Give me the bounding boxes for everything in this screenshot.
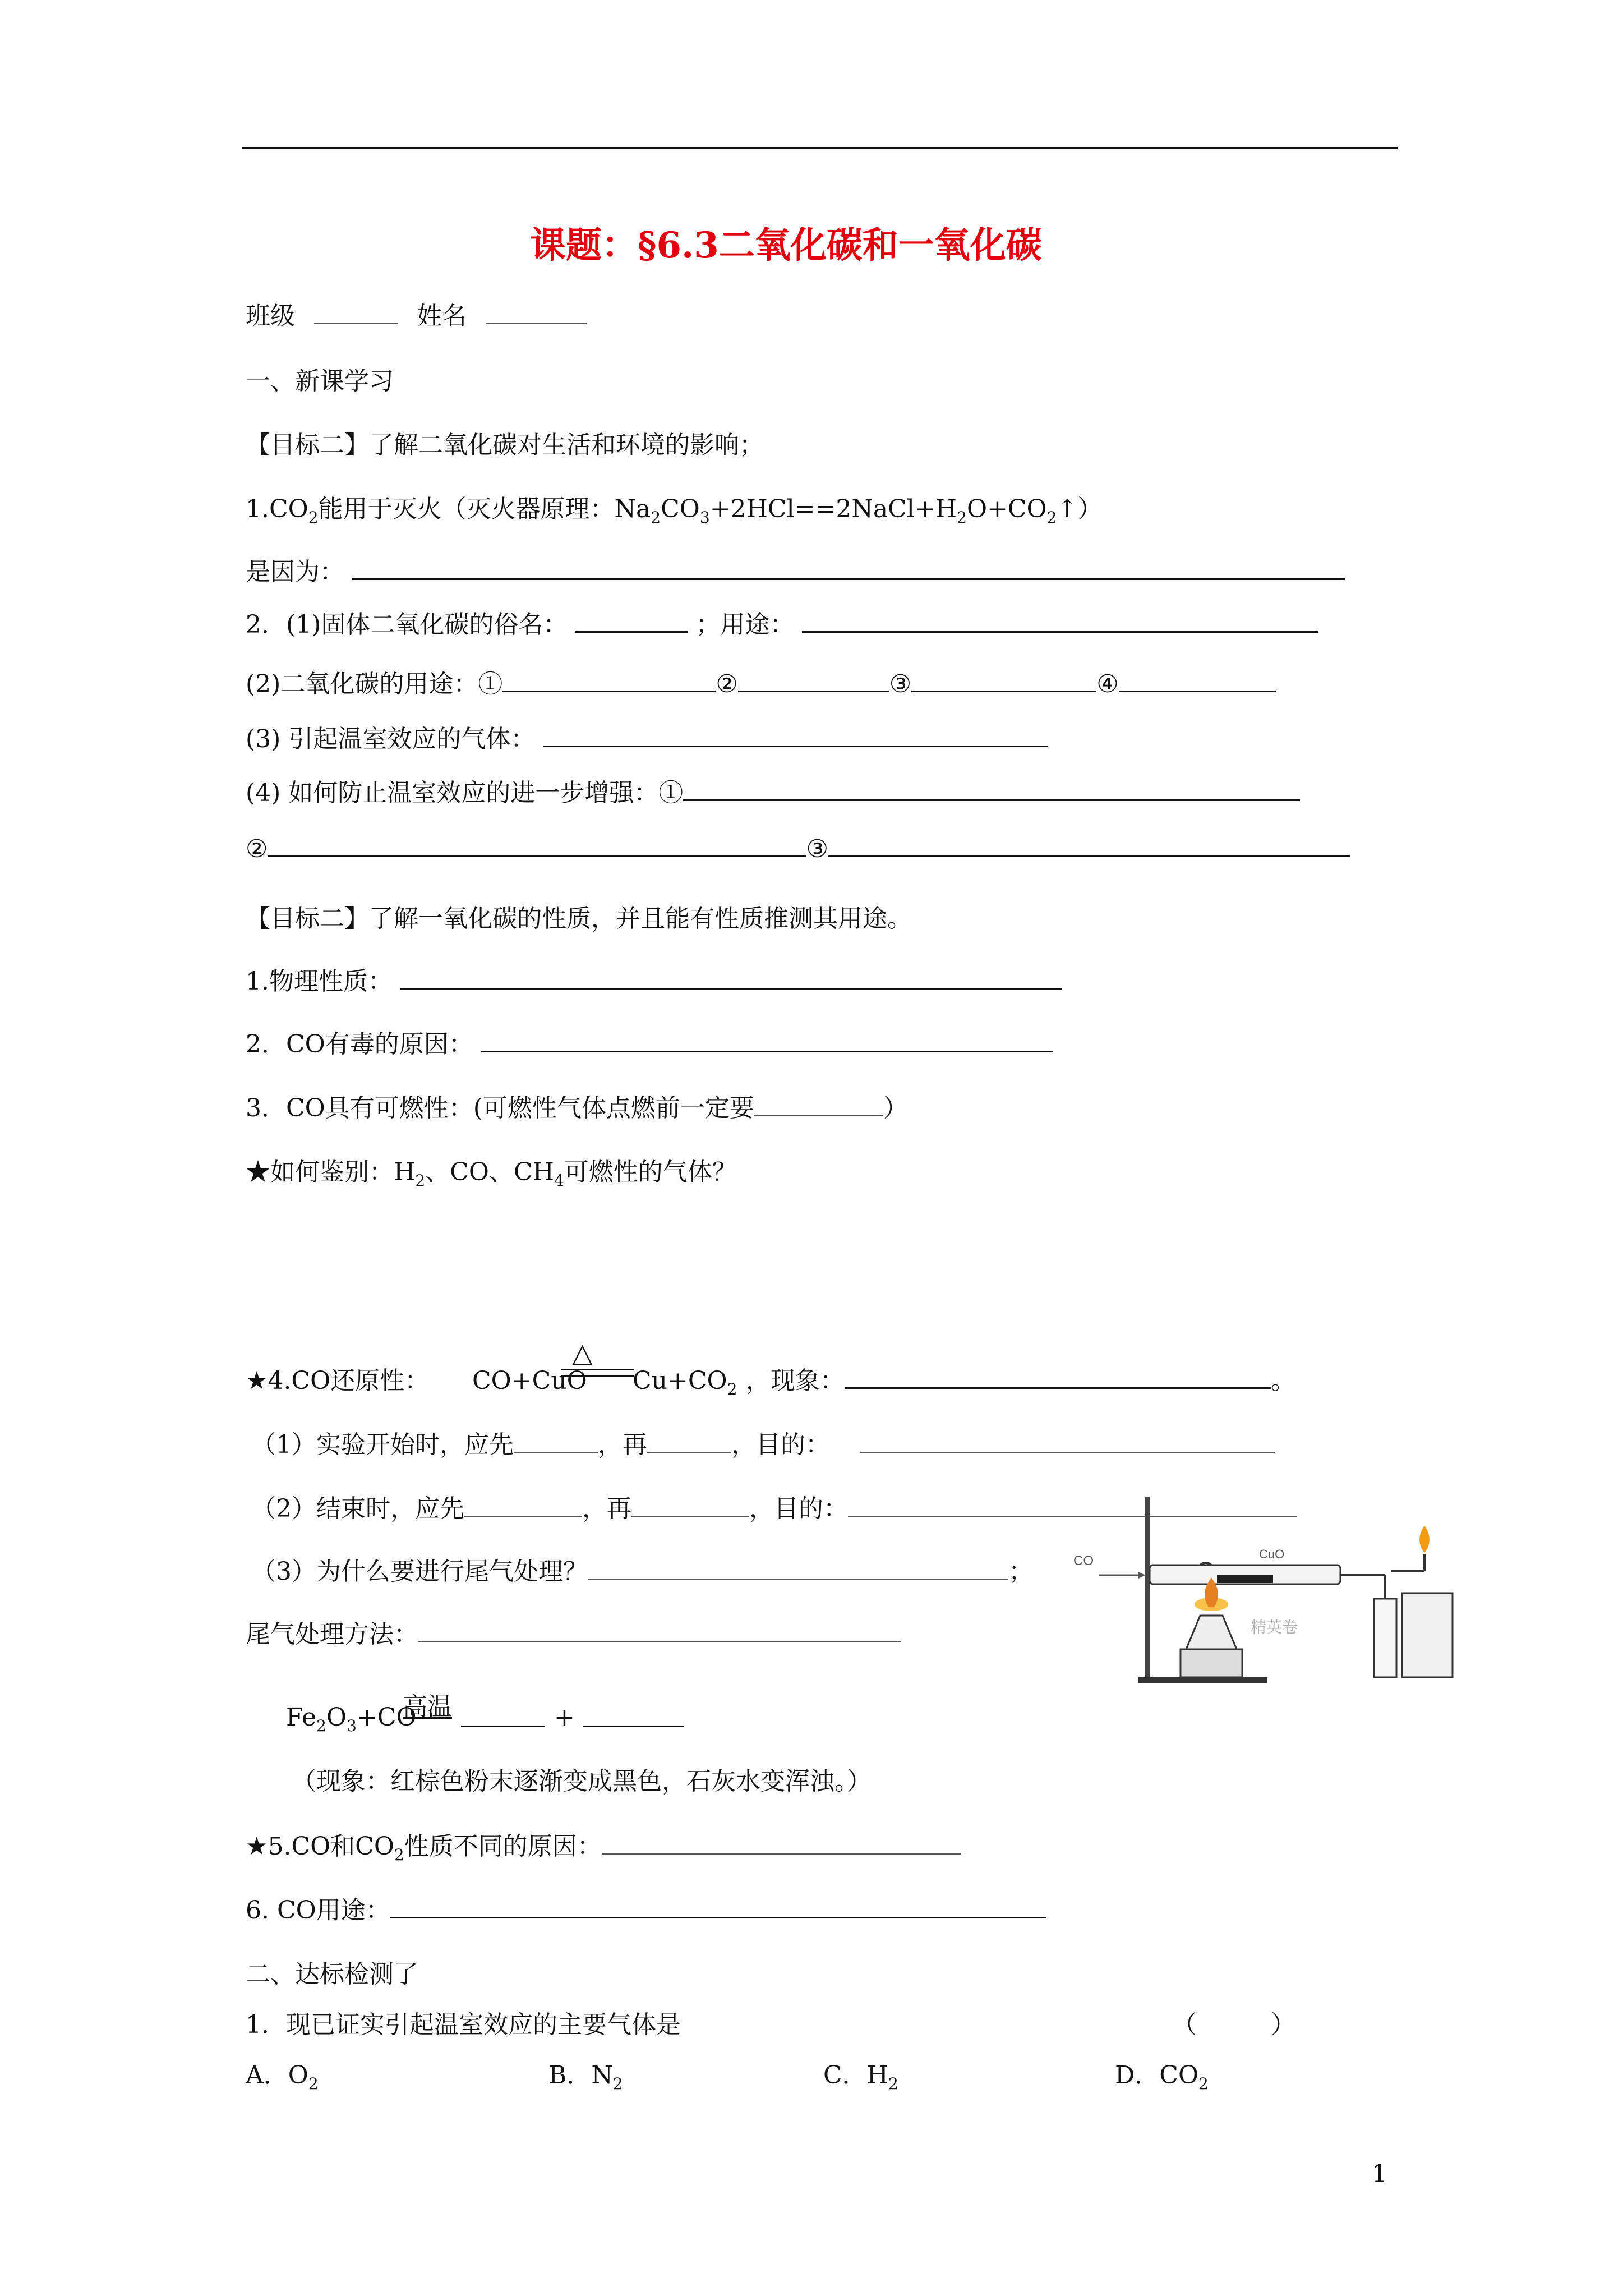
because-label: 是因为：	[246, 558, 344, 586]
circle-3: ③	[889, 670, 912, 698]
fe-observation: （现象：红棕色粉末逐渐变成黑色，石灰水变浑浊。）	[292, 1767, 872, 1796]
subscript: 2	[957, 508, 967, 527]
option-a[interactable]	[246, 2059, 319, 2101]
subscript: 2	[308, 2074, 319, 2093]
answer-blank[interactable]	[514, 1429, 598, 1453]
subscript: 2	[612, 2074, 623, 2093]
step2-text: （2）结束时，应先	[251, 1494, 464, 1523]
option-d[interactable]	[1115, 2059, 1209, 2101]
answer-blank[interactable]	[588, 1556, 1008, 1580]
tail-flame	[1419, 1526, 1430, 1553]
subscript: 2	[394, 1845, 404, 1864]
q1-text: CO	[661, 495, 700, 523]
identify-question	[246, 1156, 737, 1198]
answer-blank[interactable]	[602, 1831, 961, 1855]
q1-text: 1.CO	[246, 495, 308, 523]
period: 。	[1271, 1366, 1295, 1395]
question-2-3	[246, 723, 1048, 756]
subscript: 2	[308, 508, 319, 527]
answer-blank[interactable]	[911, 668, 1096, 692]
class-name-line	[246, 300, 587, 333]
co-reducing	[246, 1364, 429, 1398]
question-1	[246, 493, 1102, 535]
question-1-because	[246, 555, 1345, 589]
question-2-1	[246, 608, 1318, 642]
watermark-stamp: 精英卷	[1251, 1619, 1298, 1636]
answer-blank[interactable]	[1119, 668, 1276, 692]
fe-blank-1[interactable]	[461, 1726, 545, 1727]
co-inlet-label: CO	[1073, 1553, 1094, 1568]
alcohol-lamp	[1186, 1616, 1237, 1649]
subscript: 2	[1198, 2074, 1209, 2093]
tail-label: 尾气处理方法：	[246, 1620, 418, 1649]
subscript: 2	[888, 2074, 898, 2093]
q1-text: +2HCl==2NaCl+H	[709, 495, 957, 523]
question-2-4	[246, 776, 1300, 810]
step-3	[251, 1555, 1033, 1589]
fe-equation	[286, 1701, 417, 1743]
lamp-block	[1181, 1649, 1242, 1677]
subscript: 2	[727, 1379, 737, 1398]
q2-1-label: 2．(1)固体二氧化碳的俗名：	[246, 610, 568, 639]
fe-plus: +	[554, 1703, 575, 1732]
answer-blank[interactable]	[738, 668, 889, 692]
answer-blank[interactable]	[802, 609, 1318, 633]
answer-blank[interactable]	[575, 609, 688, 633]
tail-gas	[246, 1618, 901, 1651]
co2-label: 2．CO有毒的原因：	[246, 1030, 473, 1059]
q2-2-label: (2)二氧化碳的用途：①	[246, 670, 503, 698]
answer-blank[interactable]	[352, 556, 1345, 580]
co-flammable	[246, 1092, 908, 1125]
q1-text: 能用于灭火（灭火器原理：Na	[318, 495, 651, 523]
step1-text: ，再	[598, 1430, 647, 1459]
co3-close: ）	[883, 1094, 908, 1122]
answer-blank[interactable]	[754, 1093, 883, 1116]
circle-3: ③	[806, 835, 828, 863]
co4-label: ★4.CO还原性：	[246, 1366, 430, 1395]
q1-text: ↑）	[1057, 495, 1103, 523]
answer-blank[interactable]	[860, 1429, 1275, 1453]
answer-blank[interactable]	[418, 1619, 901, 1642]
eq-double-line	[561, 1369, 634, 1377]
circle-4: ④	[1096, 670, 1119, 698]
apparatus-diagram	[1066, 1487, 1458, 1694]
arrow-head	[1138, 1572, 1145, 1579]
co-reducing-phenomenon	[746, 1364, 1295, 1398]
option-text: B．N	[548, 2061, 613, 2090]
identify-text: 、CO、CH	[425, 1158, 554, 1186]
step-1	[251, 1428, 1275, 1462]
goal-1: 【目标二】了解二氧化碳对生活和环境的影响；	[246, 431, 764, 459]
stand-rod	[1145, 1497, 1150, 1677]
answer-blank[interactable]	[631, 1493, 749, 1517]
answer-blank[interactable]	[481, 1028, 1053, 1052]
star-5	[246, 1830, 961, 1872]
page-number: 1	[1372, 2160, 1387, 2188]
star5-text: ★5.CO和CO	[246, 1832, 394, 1861]
fe-blank-2[interactable]	[583, 1726, 684, 1727]
section-1-heading: 一、新课学习	[246, 367, 394, 395]
high-temp-label: 高温	[403, 1692, 452, 1721]
limewater-tube	[1374, 1599, 1396, 1677]
name-blank[interactable]	[486, 301, 587, 324]
answer-blank[interactable]	[464, 1493, 582, 1517]
section-2-heading: 二、达标检测了	[246, 1960, 418, 1989]
star5-text: 性质不同的原因：	[404, 1832, 602, 1861]
answer-blank[interactable]	[400, 965, 1062, 990]
class-label: 班级	[246, 302, 295, 330]
q2-1-usage-label: ；用途：	[695, 610, 795, 639]
heat-triangle: △	[572, 1337, 593, 1369]
subscript: 2	[415, 1171, 426, 1190]
option-text: C．H	[823, 2061, 889, 2090]
co3-label: 3．CO具有可燃性：(可燃性气体点燃前一定要	[246, 1094, 754, 1122]
step1-text: ，目的：	[731, 1430, 830, 1459]
answer-blank[interactable]	[390, 1894, 1046, 1918]
q2-3-label: (3) 引起温室效应的气体：	[246, 725, 536, 753]
cuo-powder	[1217, 1575, 1273, 1583]
header-rule	[242, 147, 1398, 149]
step2-text: ，再	[582, 1494, 631, 1523]
subscript: 2	[651, 508, 661, 527]
subscript: 4	[554, 1171, 564, 1190]
subscript: 2	[1046, 508, 1057, 527]
eq-right: Cu+CO	[633, 1366, 727, 1395]
name-label: 姓名	[417, 302, 467, 330]
co-toxic	[246, 1028, 1053, 1061]
co1-label: 1.物理性质：	[246, 967, 393, 996]
eq-text: +CO	[356, 1703, 417, 1732]
circle-2: ②	[716, 670, 738, 698]
co-reducing-eq2	[633, 1364, 737, 1406]
cuo-label: CuO	[1259, 1547, 1285, 1561]
answer-blank[interactable]	[845, 1365, 1271, 1389]
answer-blank[interactable]	[683, 777, 1300, 801]
answer-blank[interactable]	[543, 723, 1048, 747]
option-b[interactable]	[548, 2059, 623, 2101]
co-usage	[246, 1894, 1046, 1927]
class-blank[interactable]	[314, 301, 398, 324]
identify-text: ★如何鉴别：H	[246, 1158, 416, 1186]
eq-text: Fe	[286, 1703, 317, 1732]
step2-text: ，目的：	[749, 1494, 848, 1523]
circle-2: ②	[246, 835, 268, 863]
subscript: 3	[347, 1716, 357, 1735]
co-usage-label: 6. CO用途：	[246, 1896, 390, 1925]
identify-text: 可燃性的气体？	[564, 1158, 737, 1186]
phenomenon-label: ，现象：	[746, 1366, 845, 1395]
question-2-2	[246, 668, 1276, 701]
flask	[1402, 1593, 1453, 1677]
page-title: 课题：§6.3二氧化碳和一氧化碳	[530, 224, 1042, 266]
q2-4-label: (4) 如何防止温室效应的进一步增强：①	[246, 779, 684, 807]
answer-blank[interactable]	[647, 1429, 731, 1453]
step1-text: （1）实验开始时，应先	[251, 1430, 514, 1459]
option-text: D．CO	[1115, 2061, 1199, 2090]
eq-left: CO+CuO	[472, 1366, 587, 1395]
co-physical	[246, 965, 1062, 999]
step3-text: （3）为什么要进行尾气处理？	[251, 1557, 588, 1586]
test-question-1: 1．现已证实引起温室效应的主要气体是	[246, 2010, 681, 2039]
goal-2: 【目标二】了解一氧化碳的性质，并且能有性质推测其用途。	[246, 904, 912, 933]
semicolon: ；	[1008, 1557, 1033, 1586]
q1-text: O+CO	[966, 495, 1047, 523]
option-text: A．O	[246, 2061, 308, 2090]
question-2-4-cont	[246, 832, 1350, 866]
answer-paren[interactable]: （ ）	[1172, 2010, 1295, 2039]
subscript: 3	[699, 508, 710, 527]
answer-blank[interactable]	[268, 833, 806, 857]
eq-text: O	[326, 1703, 347, 1732]
answer-blank[interactable]	[502, 668, 716, 692]
answer-blank[interactable]	[828, 833, 1350, 857]
subscript: 2	[316, 1716, 326, 1735]
option-c[interactable]	[823, 2059, 898, 2101]
